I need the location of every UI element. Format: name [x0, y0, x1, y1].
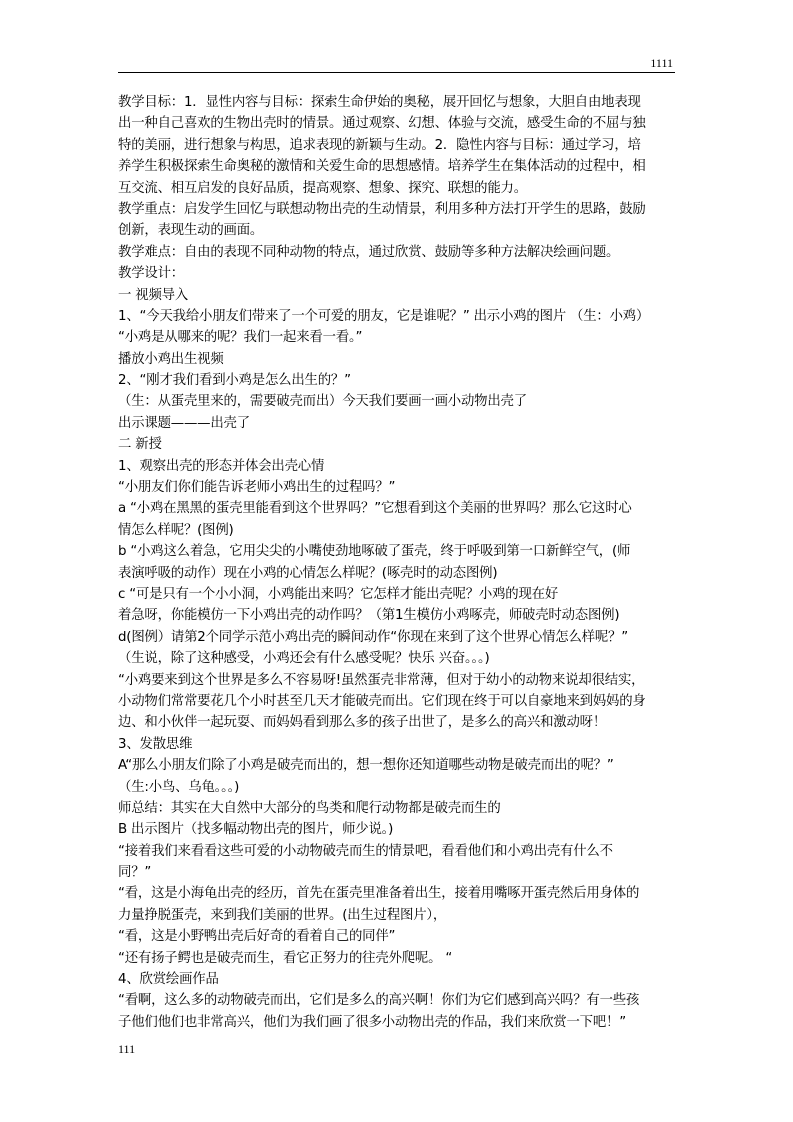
text-line: （生:小鸟、乌龟。。。) — [118, 779, 240, 795]
text-line: c “可是只有一个小小洞，小鸡能出来吗？它怎样才能出壳呢？小鸡的现在好 — [118, 586, 559, 602]
text-line: （生：从蛋壳里来的，需要破壳而出）今天我们要画一画小动物出壳了 — [118, 394, 527, 410]
text-line: 创新，表现生动的画面。 — [118, 223, 264, 239]
header-page-number: 1111 — [650, 56, 673, 70]
text-line: a “小鸡在黑黑的蛋壳里能看到这个世界吗？”它想看到这个美丽的世界吗？那么它这时心 — [118, 501, 632, 517]
text-line: 同？” — [118, 865, 152, 881]
text-line: 3、发散思维 — [118, 736, 193, 752]
text-line: 教学难点：自由的表现不同种动物的特点，通过欣赏、鼓励等多种方法解决绘画问题。 — [118, 244, 620, 260]
text-line: 教学目标：1．显性内容与目标：探索生命伊始的奥秘，展开回忆与想象，大胆自由地表现 — [118, 95, 641, 110]
text-line: “还有扬子鳄也是破壳而生，看它正努力的往壳外爬呢。 “ — [118, 950, 453, 966]
header-divider — [118, 72, 675, 73]
text-line: 边、和小伙伴一起玩耍、而妈妈看到那么多的孩子出世了，是多么的高兴和激动呀！ — [118, 715, 607, 731]
text-line: 情怎么样呢？(图例) — [118, 522, 234, 538]
text-line: 子他们他们也非常高兴，他们为我们画了很多小动物出壳的作品，我们来欣赏一下吧！” — [118, 1014, 626, 1030]
text-line: “小鸡是从哪来的呢？我们一起来看一看。” — [118, 330, 363, 346]
text-line: 1、“今天我给小朋友们带来了一个可爱的朋友，它是谁呢？” 出示小鸡的图片 （生：小鸡） — [118, 308, 650, 324]
text-line: 小动物们常常要花几个小时甚至几天才能破壳而出。它们现在终于可以自豪地来到妈妈的身 — [118, 693, 646, 709]
text-line: 出示课题———出壳了 — [118, 415, 250, 431]
text-line: 师总结：其实在大自然中大部分的鸟类和爬行动物都是破壳而生的 — [118, 800, 501, 816]
text-line: 特的美丽，进行想象与构思，追求表现的新颖与生动。2．隐性内容与目标：通过学习，培 — [118, 137, 641, 153]
text-line: “看，这是小海龟出壳的经历，首先在蛋壳里准备着出生，接着用嘴啄开蛋壳然后用身体的 — [118, 886, 640, 902]
text-line: “小朋友们你们能告诉老师小鸡出生的过程吗？” — [118, 480, 396, 496]
text-line: B 出示图片（找多幅动物出壳的图片，师少说。) — [118, 822, 394, 838]
text-line: 出一种自己喜欢的生物出壳时的情景。通过观察、幻想、体验与交流，感受生命的不屈与独 — [118, 116, 646, 132]
text-line: “看，这是小野鸭出壳后好奇的看着自己的同伴” — [118, 929, 396, 945]
text-line: 教学设计： — [118, 266, 184, 282]
text-line: 2、“刚才我们看到小鸡是怎么出生的？” — [118, 373, 351, 389]
text-line: 表演呼吸的动作）现在小鸡的心情怎么样呢？(啄壳时的动态图例) — [118, 565, 498, 581]
text-line: d(图例）请第2个同学示范小鸡出壳的瞬间动作“你现在来到了这个世界心情怎么样呢？” — [118, 629, 628, 645]
document-body — [118, 92, 678, 1033]
footer-page-number: 111 — [118, 1042, 136, 1056]
text-line: 互交流、相互启发的良好品质，提高观察、想象、探究、联想的能力。 — [118, 180, 527, 196]
text-line: 着急呀，你能模仿一下小鸡出壳的动作吗？（第1生模仿小鸡啄壳，师破壳时动态图例) — [118, 608, 620, 624]
text-line: （生说，除了这种感受，小鸡还会有什么感受呢？快乐 兴奋。。。) — [118, 651, 490, 667]
text-line: “接着我们来看看这些可爱的小动物破壳而生的情景吧，看看他们和小鸡出壳有什么不 — [118, 843, 613, 859]
text-line: A“那么小朋友们除了小鸡是破壳而出的，想一想你还知道哪些动物是破壳而出的呢？” — [118, 758, 614, 774]
text-line: “看啊，这么多的动物破壳而出，它们是多么的高兴啊！你们为它们感到高兴吗？有一些孩 — [118, 993, 640, 1009]
text-line: 一 视频导入 — [118, 287, 189, 303]
text-line: 二 新授 — [118, 437, 162, 453]
text-line: 教学重点：启发学生回忆与联想动物出壳的生动情景，利用多种方法打开学生的思路，鼓励 — [118, 201, 646, 217]
text-line: “小鸡要来到这个世界是多么不容易呀!虽然蛋壳非常薄，但对于幼小的动物来说却很结实， — [118, 672, 645, 688]
text-line: 播放小鸡出生视频 — [118, 351, 224, 367]
text-line: 养学生积极探索生命奥秘的激情和关爱生命的思想感情。培养学生在集体活动的过程中，相 — [118, 159, 646, 175]
text-line: 力量挣脱蛋壳，来到我们美丽的世界。(出生过程图片）， — [118, 907, 447, 923]
text-line: b “小鸡这么着急，它用尖尖的小嘴使劲地啄破了蛋壳，终于呼吸到第一口新鲜空气，(师 — [118, 544, 631, 560]
text-line: 1、观察出壳的形态并体会出壳心情 — [118, 458, 325, 474]
text-line: 4、欣赏绘画作品 — [118, 972, 219, 988]
